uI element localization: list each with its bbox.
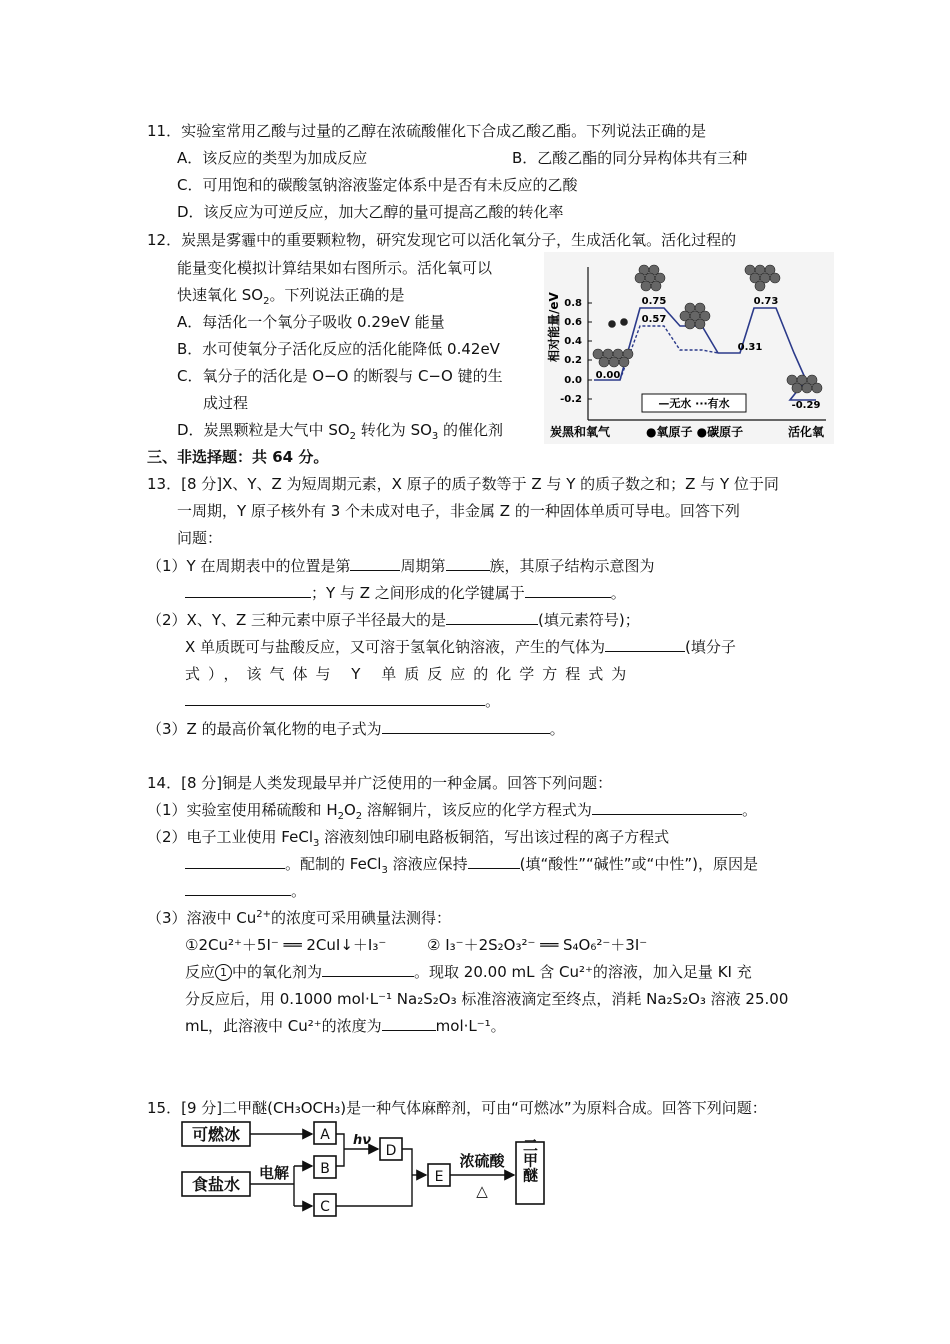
q12-option-c: C．氧分子的活化是 O−O 的断裂与 C−O 键的生: [177, 367, 503, 385]
ytick: 0.0: [564, 375, 582, 386]
flow-src2: 食盐水: [191, 1175, 241, 1194]
data-label: 0.57: [641, 314, 667, 325]
q11-option-a: A．该反应的类型为加成反应: [177, 149, 368, 167]
ytick: 0.8: [564, 298, 582, 309]
flow-a: A: [320, 1127, 330, 1143]
answer-blank[interactable]: [446, 556, 490, 571]
q12-stem-line3: 快速氧化 $SO_2$。下列说法正确的是: [177, 286, 405, 307]
q12-option-d: D．炭黑颗粒是大气中 $SO_2$ 转化为 $SO_3$ 的催化剂: [177, 421, 504, 442]
flow-acid: 浓硫酸: [459, 1152, 505, 1170]
q14-equation-1: ①2Cu²⁺＋5I⁻ ══ 2CuI↓＋I₃⁻: [185, 936, 387, 954]
flow-c: C: [320, 1199, 330, 1215]
q11-stem: 11．实验室常用乙酸与过量的乙醇在浓硫酸催化下合成乙酸乙酯。下列说法正确的是: [147, 122, 707, 140]
answer-blank[interactable]: [382, 719, 550, 734]
flow-product: 二甲醚: [521, 1137, 539, 1183]
flow-e: E: [434, 1169, 444, 1185]
chart-bottom-label: 活化氧: [788, 425, 825, 439]
synthesis-flowchart: [176, 1116, 556, 1222]
q13-stem-line1: 13．[8 分]X、Y、Z 为短周期元素，X 原子的质子数等于 Z 与 Y 的质子数之和；Z 与 Y 位于同: [147, 475, 779, 493]
answer-blank[interactable]: [525, 583, 611, 598]
q11-option-c: C．可用饱和的碳酸氢钠溶液鉴定体系中是否有未反应的乙酸: [177, 176, 578, 194]
energy-diagram: [544, 252, 834, 444]
data-label: 0.73: [753, 296, 779, 307]
answer-blank[interactable]: [185, 583, 311, 598]
q13-stem-line3: 问题：: [177, 529, 223, 547]
answer-blank[interactable]: [350, 556, 400, 571]
ytick: 0.2: [564, 355, 582, 366]
answer-blank[interactable]: [468, 854, 520, 869]
answer-blank[interactable]: [382, 1016, 436, 1031]
chart-legend: —无水 ···有水: [658, 397, 730, 410]
answer-blank[interactable]: [185, 691, 485, 706]
q14-part3-line4: 分反应后，用 0.1000 mol·L⁻¹ Na₂S₂O₃ 标准溶液滴定至终点，消耗 Na₂S₂O₃ 溶液 25.00: [185, 990, 789, 1008]
answer-blank[interactable]: [605, 637, 685, 652]
q13-part2: （2）X、Y、Z 三种元素中原子半径最大的是 (填元素符号)；: [147, 611, 640, 629]
flow-b: B: [320, 1161, 330, 1177]
q15-stem: 15．[9 分]二甲醚(CH₃OCH₃)是一种气体麻醉剂，可由“可燃冰”为原料合成。回答下列问题：: [147, 1099, 767, 1117]
flow-electrolysis: 电解: [258, 1164, 290, 1182]
answer-blank[interactable]: [322, 962, 414, 977]
q14-part1: （1）实验室使用稀硫酸和 $H_2O_2$ 溶解铜片，该反应的化学方程式为 。: [147, 801, 757, 822]
q13-stem-line2: 一周期，Y 原子核外有 3 个未成对电子，非金属 Z 的一种固体单质可导电。回答下列: [177, 502, 740, 520]
q13-part1-cont: ；Y 与 Z 之间形成的化学键属于 。: [185, 583, 626, 603]
q12-option-c-cont: 成过程: [203, 394, 249, 412]
q12-option-a: A．每活化一个氧分子吸收 0.29eV 能量: [177, 313, 445, 331]
q13-part3: （3）Z 的最高价氧化物的电子式为 。: [147, 720, 565, 738]
q14-part3-line5: mL，此溶液中 Cu²⁺的浓度为 mol·L⁻¹。: [185, 1017, 506, 1035]
answer-blank[interactable]: [185, 854, 285, 869]
answer-blank[interactable]: [592, 800, 742, 815]
q12-stem-line1: 12．炭黑是雾霾中的重要颗粒物，研究发现它可以活化氧分子，生成活化氧。活化过程的: [147, 231, 737, 249]
q11-option-b: B．乙酸乙酯的同分异构体共有三种: [512, 149, 748, 167]
chart-bottom-label: ●氧原子 ●碳原子: [646, 425, 744, 439]
q14-part2: （2）电子工业使用 FeCl$_3$ 溶液刻蚀印刷电路板铜箔，写出该过程的离子方程式: [147, 828, 670, 849]
circled-number: 1: [215, 964, 232, 981]
flow-src1: 可燃冰: [191, 1125, 241, 1144]
chart-bottom-label: 炭黑和氧气: [550, 425, 611, 439]
q14-stem: 14．[8 分]铜是人类发现最早并广泛使用的一种金属。回答下列问题：: [147, 774, 613, 792]
ytick: 0.4: [564, 336, 582, 347]
flow-hv: hν: [352, 1133, 372, 1148]
data-label: -0.29: [791, 400, 821, 411]
q12-option-b: B．水可使氧分子活化反应的活化能降低 0.42eV: [177, 340, 500, 358]
answer-blank[interactable]: [185, 881, 291, 896]
flow-d: D: [385, 1143, 397, 1159]
q14-part3: （3）溶液中 $Cu^{2+}$的浓度可采用碘量法测得：: [147, 909, 452, 927]
q14-part3-line3: 反应 1 中的氧化剂为 。现取 20.00 mL 含 Cu²⁺的溶液，加入足量 KI 充: [185, 963, 752, 981]
answer-blank[interactable]: [446, 610, 538, 625]
q12-stem-line2: 能量变化模拟计算结果如右图所示。活化氧可以: [177, 259, 493, 277]
q13-part2-line2: X 单质既可与盐酸反应，又可溶于氢氧化钠溶液，产生的气体为 (填分子: [185, 638, 736, 656]
data-label: 0.31: [737, 342, 763, 353]
section-heading: 三、非选择题：共 64 分。: [147, 448, 329, 466]
q14-part2-line3: 。: [185, 881, 306, 901]
q13-part2-line4: 。: [185, 691, 500, 711]
chart-ylabel: 相对能量/eV: [547, 292, 561, 362]
q11-option-d: D．该反应为可逆反应，加大乙醇的量可提高乙酸的转化率: [177, 203, 564, 221]
ytick: -0.2: [560, 394, 582, 405]
q14-part2-line2: 。配制的 FeCl$_3$ 溶液应保持 (填“酸性”“碱性”或“中性”)，原因是: [185, 854, 758, 874]
ytick: 0.6: [564, 317, 582, 328]
data-label: 0.00: [595, 370, 621, 381]
flow-heat: △: [476, 1182, 488, 1200]
q14-equation-2: ② I₃⁻＋2S₂O₃²⁻ ══ S₄O₆²⁻＋3I⁻: [427, 936, 648, 954]
data-label: 0.75: [641, 296, 667, 307]
q13-part2-line3: 式），该气体与 Y 单质反应的化学方程式为: [185, 665, 635, 683]
q13-part1: （1）Y 在周期表中的位置是第 周期第 族，其原子结构示意图为: [147, 557, 655, 575]
